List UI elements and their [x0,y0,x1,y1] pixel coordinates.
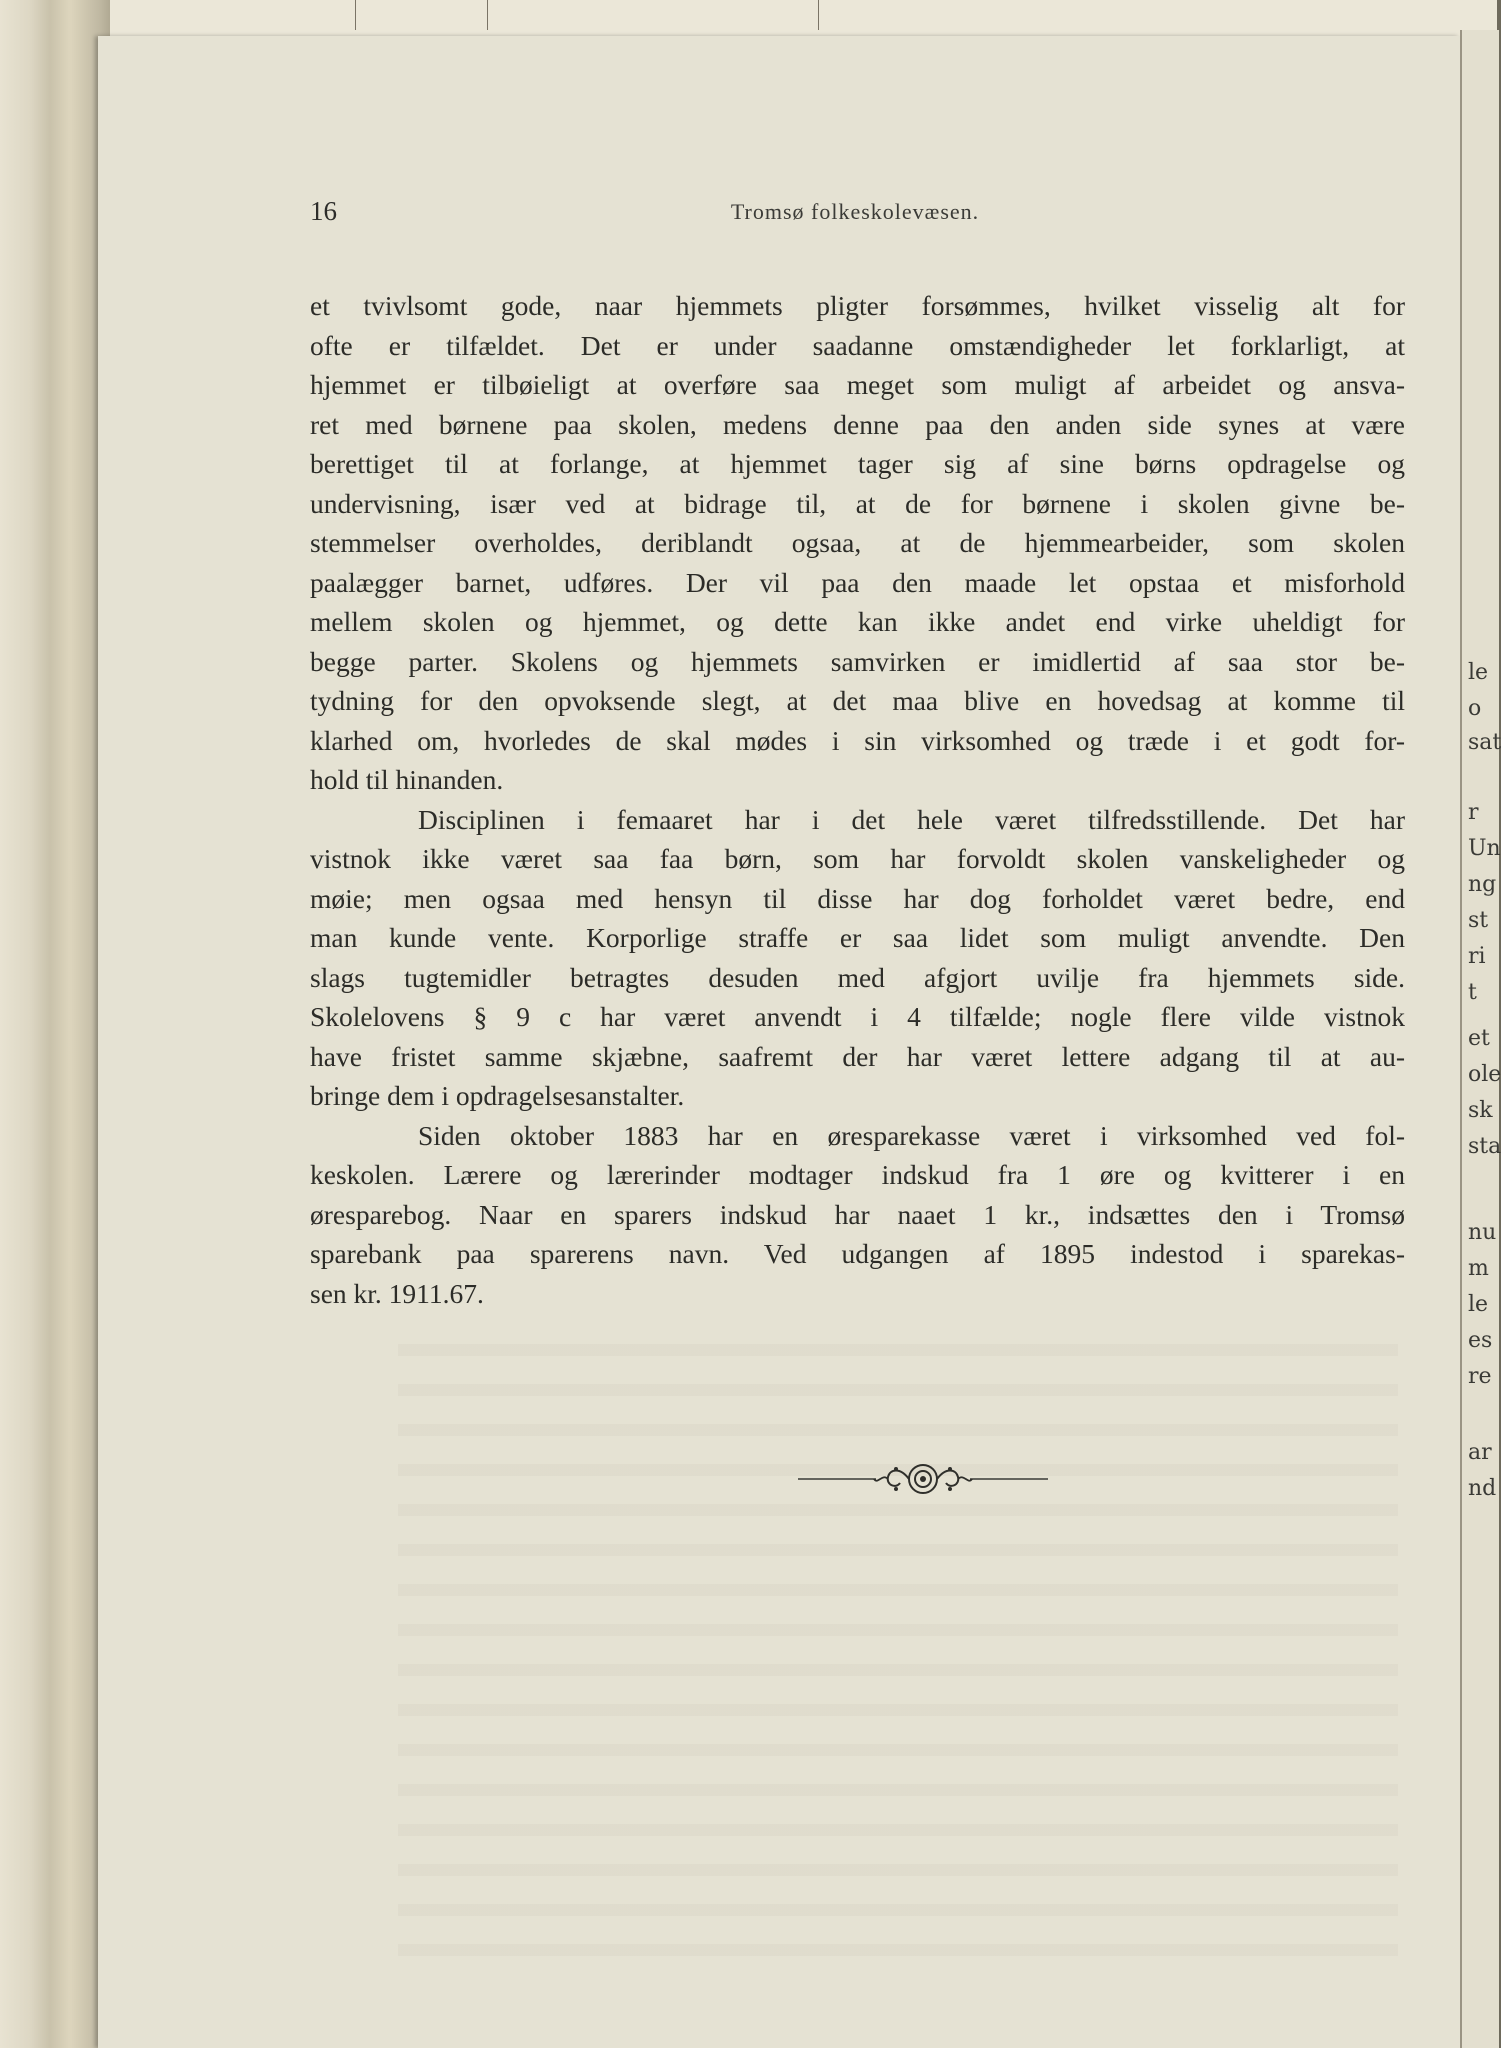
facing-text-fragment: m [1468,1256,1489,1281]
facing-text-fragment: nu [1468,1220,1497,1245]
text-line: vistnok ikke været saa faa børn, som har forvoldt skolen vanskeligheder og [310,843,1405,874]
facing-text-fragment: re [1468,1364,1492,1389]
facing-text-fragment: ri [1468,944,1486,969]
underlying-page-edges [0,0,110,2048]
text-line: Siden oktober 1883 har en øresparekasse været i virksomhed ved fol- [418,1119,1405,1151]
facing-text-fragment: r [1468,800,1479,825]
text-line: ofte er tilfældet. Det er under saadanne omstændigheder let forklarligt, at [310,329,1405,361]
text-line: stemmelser overholdes, deriblandt ogsaa, at de hjemmearbeider, som skolen [310,527,1405,558]
running-title: Tromsø folkeskolevæsen. [730,199,980,224]
facing-text-fragment: le [1468,1292,1489,1317]
bleed-through-texture [398,1336,1398,1956]
text-line: paalægger barnet, udføres. Der vil paa den maade let opstaa et misforhold [310,566,1405,598]
text-line: mellem skolen og hjemmet, og dette kan ikke andet end virke uheldigt for [310,606,1405,637]
page-number: 16 [310,196,337,226]
facing-text-fragment: o [1468,696,1482,721]
ornament-icon [798,1457,1048,1501]
text-line: hold til hinanden. [310,764,504,795]
text-line: ret med børnene paa skolen, medens denne paa den anden side synes at være [310,408,1405,440]
underlying-page-top [0,0,1497,36]
text-line: slags tugtemidler betragtes desuden med afgjort uvilje fra hjemmets side. [310,961,1405,993]
text-line: undervisning, især ved at bidrage til, at de for børnene i skolen givne be- [310,487,1405,519]
text-line: klarhed om, hvorledes de skal mødes i sin virksomhed og træde i et godt for- [310,724,1405,756]
text-line: Skolelovens § 9 c har været anvendt i 4 tilfælde; nogle flere vilde vistnok [310,1001,1405,1032]
text-line: et tvivlsomt gode, naar hjemmets pligter forsømmes, hvilket visselig alt for [310,290,1405,321]
text-line: sparebank paa sparerens navn. Ved udgangen af 1895 indestod i sparekas- [310,1238,1405,1269]
text-line: bringe dem i opdragelsesanstalter. [310,1080,685,1111]
facing-text-fragment: et [1468,1026,1490,1051]
text-line: sen kr. 1911.67. [310,1277,484,1309]
facing-text-fragment: sk [1468,1098,1493,1123]
facing-page-edge [1460,30,1499,2048]
facing-text-fragment: ng [1468,872,1497,897]
text-line: have fristet samme skjæbne, saafremt der har været lettere adgang til at au- [310,1040,1405,1072]
facing-text-fragment: es [1468,1328,1493,1353]
facing-text-fragment: le [1468,660,1489,685]
text-line: begge parter. Skolens og hjemmets samvirken er imidlertid af saa stor be- [310,645,1405,677]
text-line: øresparebog. Naar en sparers indskud har naaet 1 kr., indsættes den i Tromsø [310,1198,1405,1230]
decorative-ornament [798,1457,1048,1501]
page-header [310,196,1400,246]
facing-text-fragment: nd [1468,1476,1497,1501]
edge-line [487,0,488,30]
facing-text-fragment: sta [1468,1134,1501,1159]
text-line: Disciplinen i femaaret har i det hele været tilfredsstillende. Det har [418,803,1405,835]
facing-text-fragment: st [1468,908,1489,933]
facing-text-fragment: t [1468,980,1477,1005]
edge-line [355,0,356,30]
text-line: hjemmet er tilbøieligt at overføre saa meget som muligt af arbeidet og ansva- [310,369,1405,400]
facing-text-fragment: ar [1468,1440,1492,1465]
text-line: man kunde vente. Korporlige straffe er saa lidet som muligt anvendte. Den [310,922,1405,953]
text-line: keskolen. Lærere og lærerinder modtager indskud fra 1 øre og kvitterer i en [310,1159,1405,1190]
document-page [98,36,1460,2048]
facing-text-fragment: Un [1468,836,1501,861]
facing-text-fragment: ole [1468,1062,1501,1087]
facing-text-fragment: sat [1468,730,1501,755]
edge-line [818,0,819,30]
text-line: berettiget til at forlange, at hjemmet tager sig af sine børns opdragelse og [310,448,1405,479]
text-line: tydning for den opvoksende slegt, at det maa blive en hovedsag at komme til [310,685,1405,716]
text-line: møie; men ogsaa med hensyn til disse har dog forholdet været bedre, end [310,882,1405,914]
body-text [310,286,1405,1313]
